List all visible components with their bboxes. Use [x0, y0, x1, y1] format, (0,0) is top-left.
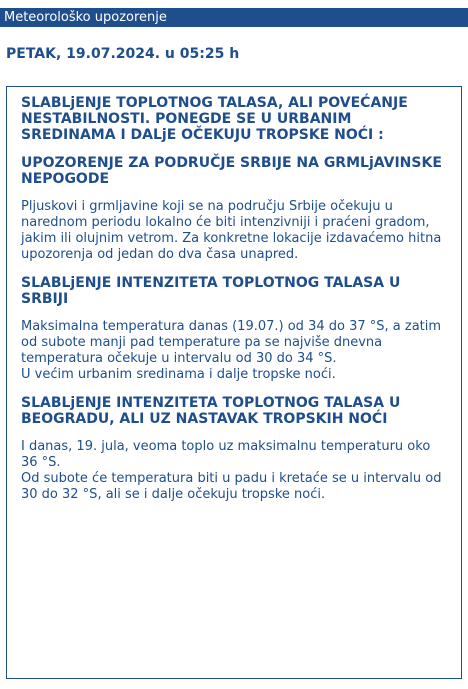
section-paragraph-thunderstorm: Pljuskovi i grmljavine koji se na području Srbije očekuju u narednom periodu lokalno će biti intenzivniji i praćeni gradom, jakim ili olujnim vetrom. Za konkretne lokacije izdavaćemo hitna upozorenja od jedan do dva časa unapred. [21, 199, 442, 262]
warning-headline: SLABLjENJE TOPLOTNOG TALASA, ALI POVEĆANJE NESTABILNOSTI. PONEGDE SE U URBANIM SREDINAMA I DALjE OČEKUJU TROPSKE NOĆI : [21, 95, 408, 143]
section-title-belgrade-heatwave: SLABLjENJE INTENZITETA TOPLOTNOG TALASA U BEOGRADU, ALI UZ NASTAVAK TROPSKIH NOĆI [21, 395, 401, 427]
warning-box [6, 86, 462, 679]
section-paragraph-serbia-heatwave-1: Maksimalna temperatura danas (19.07.) od 34 do 37 °S, a zatim od subote manji pad temperature pa se najviše dnevna temperatura očekuje u intervalu od 30 do 34 °S. [21, 319, 442, 366]
section-paragraph-serbia-heatwave-2: U većim urbanim sredinama i dalje tropske noći. [21, 367, 336, 382]
date-line: PETAK, 19.07.2024. u 05:25 h [6, 46, 240, 62]
section-paragraph-belgrade-heatwave-1: I danas, 19. jula, veoma toplo uz maksimalnu temperaturu oko 36 °S. [21, 439, 431, 470]
section-title-serbia-heatwave: SLABLjENJE INTENZITETA TOPLOTNOG TALASA U SRBIJI [21, 275, 401, 307]
header-title: Meteorološko upozorenje [0, 8, 468, 27]
section-paragraph-belgrade-heatwave-2: Od subote će temperatura biti u padu i kretaće se u intervalu od 30 do 32 °S, ali se i dalje očekuju tropske noći. [21, 471, 442, 502]
section-title-thunderstorm: UPOZORENJE ZA PODRUČJE SRBIJE NA GRMLjAVINSKE NEPOGODE [21, 155, 442, 187]
